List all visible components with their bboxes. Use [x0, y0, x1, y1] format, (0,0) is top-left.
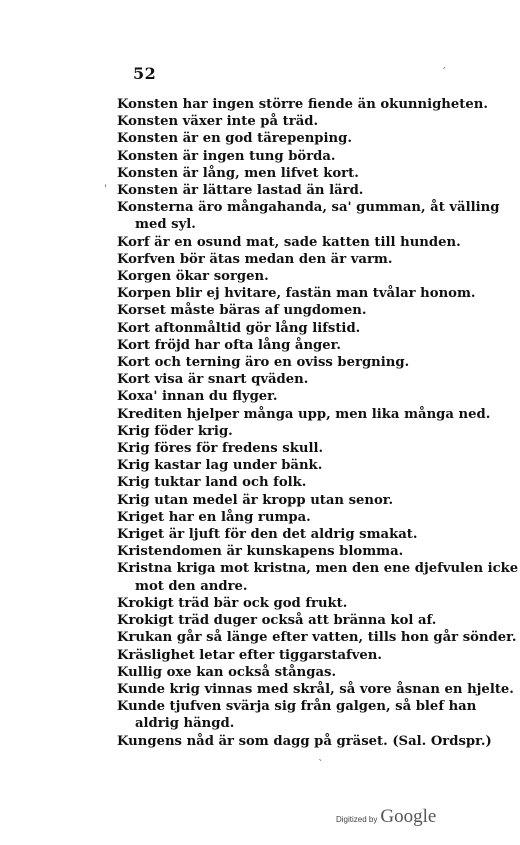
proverb-line: Krediten hjelper många upp, men lika många ned. [117, 406, 491, 422]
proverb-line: Kunde krig vinnas med skrål, så vore åsnan en hjelte. [117, 681, 514, 697]
print-speck: ˈ [104, 183, 108, 196]
proverb-line: Kort aftonmåltid gör lång lifstid. [117, 320, 361, 336]
proverb-line: Krukan går så länge efter vatten, tills hon går sönder. [117, 630, 517, 646]
proverb-line: Kullig oxe kan också stångas. [117, 664, 337, 680]
print-speck: ˋ [318, 758, 324, 771]
proverb-line: Kort och terning äro en oviss bergning. [117, 355, 410, 371]
proverb-line: Krig kastar lag under bänk. [117, 458, 323, 474]
proverb-continuation-line: mot den andre. [135, 578, 248, 594]
proverb-line: Korgen ökar sorgen. [117, 269, 269, 285]
proverb-line: Krig föder krig. [117, 423, 233, 439]
proverb-line: Konsten har ingen större fiende än okunnigheten. [117, 97, 488, 112]
proverb-line: Konsten växer inte på träd. [117, 114, 319, 130]
proverb-line: Krig tuktar land och folk. [117, 475, 307, 491]
proverb-line: Kräslighet letar efter tiggarstafven. [117, 647, 382, 663]
proverb-line: Kungens nåd är som dagg på gräset. (Sal. Ordspr.) [117, 733, 492, 749]
proverb-line: Krig föres för fredens skull. [117, 441, 324, 457]
proverb-line: Kort visa är snart qväden. [117, 372, 309, 388]
proverb-line: Konsten är lättare lastad än lärd. [117, 183, 364, 199]
proverb-continuation-line: aldrig hängd. [135, 716, 235, 732]
proverb-line: Korfven bör ätas medan den är varm. [117, 251, 393, 267]
print-speck: ˊ [441, 66, 447, 79]
proverb-line: Krokigt träd duger också att bränna kol af. [117, 613, 437, 629]
proverb-continuation-line: med syl. [135, 217, 196, 233]
digitized-label: Digitized by [336, 815, 378, 824]
proverb-line: Kristna kriga mot kristna, men den ene djefvulen icke [117, 561, 519, 577]
proverb-line: Koxa' innan du flyger. [117, 389, 278, 405]
proverb-line: Krig utan medel är kropp utan senor. [117, 492, 394, 508]
proverb-line: Kunde tjufven svärja sig från galgen, så blef han [117, 699, 477, 715]
proverb-line: Kriget har en lång rumpa. [117, 509, 311, 525]
proverb-line: Kriget är ljuft för den det aldrig smakat. [117, 527, 418, 543]
proverb-line: Konsten är ingen tung börda. [117, 148, 336, 164]
proverb-line: Konsten är en god tärepenping. [117, 131, 352, 147]
proverb-line: Korset måste bäras af ungdomen. [117, 303, 367, 319]
proverb-line: Krokigt träd bär ock god frukt. [117, 595, 348, 611]
proverb-line: Korf är en osund mat, sade katten till hunden. [117, 234, 461, 250]
proverb-line: Konsterna äro mångahanda, sa' gumman, åt välling [117, 200, 500, 216]
google-logo: Google [380, 806, 437, 827]
proverb-list [117, 96, 519, 750]
proverb-line: Kristendomen är kunskapens blomma. [117, 544, 404, 560]
proverb-line: Korpen blir ej hvitare, fastän man tvålar honom. [117, 286, 476, 302]
digitized-by-google-footer [336, 806, 436, 828]
proverb-line: Konsten är lång, men lifvet kort. [117, 165, 359, 181]
page-number: 52 [133, 64, 157, 83]
proverb-line: Kort fröjd har ofta lång ånger. [117, 337, 341, 353]
